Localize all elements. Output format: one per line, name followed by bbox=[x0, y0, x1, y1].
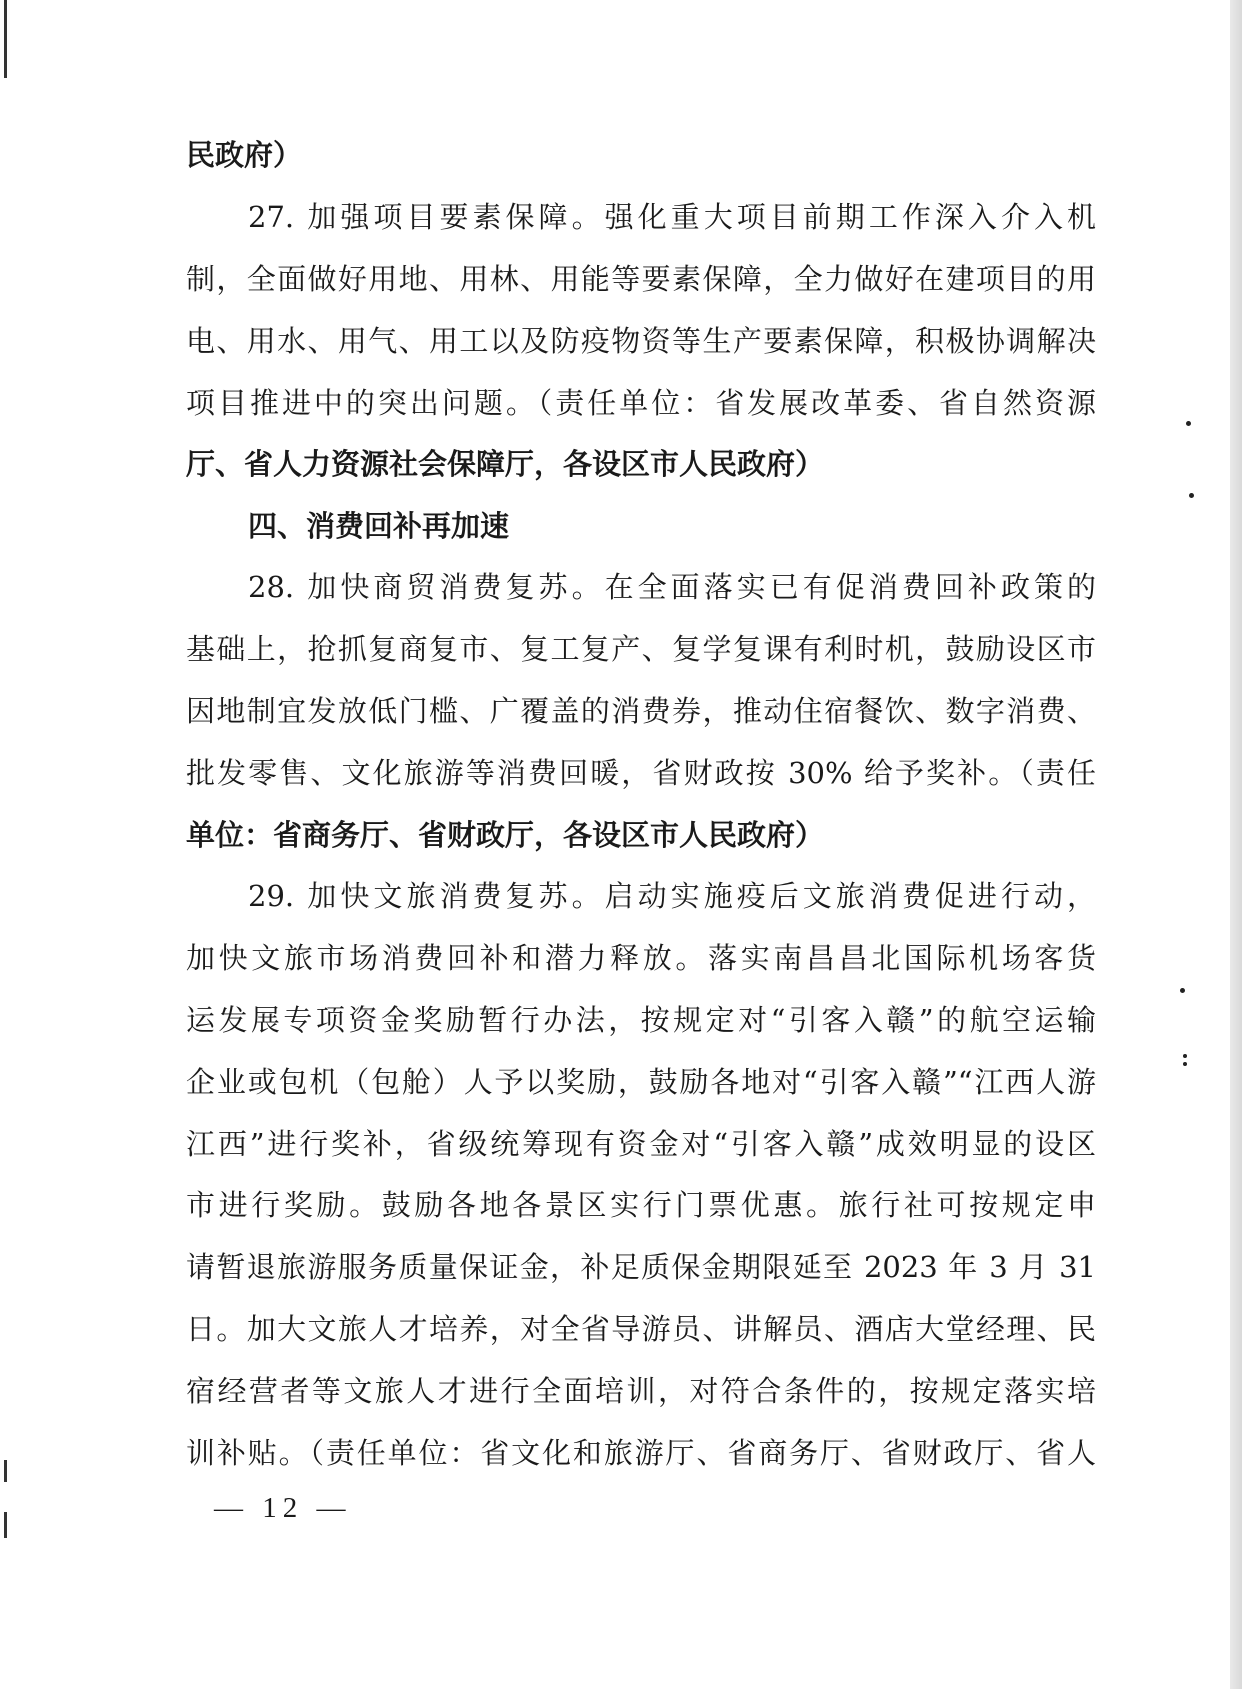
text-line: 因地制宜发放低门槛、广覆盖的消费券，推动住宿餐饮、数字消费、 bbox=[186, 694, 1096, 728]
text-line: 运发展专项资金奖励暂行办法，按规定对“引客入赣”的航空运输 bbox=[186, 1003, 1096, 1037]
text-line: 日。加大文旅人才培养，对全省导游员、讲解员、酒店大堂经理、民 bbox=[186, 1312, 1096, 1346]
scan-edge-mark bbox=[4, 1460, 7, 1482]
text-line: 厅、省人力资源社会保障厅，各设区市人民政府） bbox=[186, 447, 825, 481]
text-line: 企业或包机（包舱）人予以奖励，鼓励各地对“引客入赣”“江西人游 bbox=[186, 1065, 1096, 1099]
text-line: 请暂退旅游服务质量保证金，补足质保金期限延至 2023 年 3 月 31 bbox=[186, 1250, 1096, 1284]
text-line: 训补贴。（责任单位：省文化和旅游厅、省商务厅、省财政厅、省人 bbox=[186, 1436, 1096, 1470]
text-line: 市进行奖励。鼓励各地各景区实行门票优惠。旅行社可按规定申 bbox=[186, 1188, 1096, 1222]
scan-speck bbox=[1183, 1054, 1187, 1058]
text-line: 单位：省商务厅、省财政厅，各设区市人民政府） bbox=[186, 818, 825, 852]
text-line: 制，全面做好用地、用林、用能等要素保障，全力做好在建项目的用 bbox=[186, 262, 1096, 296]
scan-speck bbox=[1186, 421, 1191, 426]
scan-edge-mark bbox=[4, 0, 7, 78]
text-line: 批发零售、文化旅游等消费回暖，省财政按 30% 给予奖补。（责任 bbox=[186, 756, 1096, 790]
scan-speck bbox=[1180, 988, 1185, 993]
page-number: — 12 — bbox=[214, 1492, 352, 1524]
text-line: 民政府） bbox=[186, 138, 303, 172]
text-line: 27. 加强项目要素保障。强化重大项目前期工作深入介入机 bbox=[248, 200, 1096, 234]
scan-edge-mark bbox=[4, 1512, 7, 1538]
text-line: 基础上，抢抓复商复市、复工复产、复学复课有利时机，鼓励设区市 bbox=[186, 632, 1096, 666]
scan-speck bbox=[1183, 1062, 1187, 1066]
scan-speck bbox=[1189, 493, 1194, 498]
text-line: 电、用水、用气、用工以及防疫物资等生产要素保障，积极协调解决 bbox=[186, 324, 1096, 358]
text-line: 加快文旅市场消费回补和潜力释放。落实南昌昌北国际机场客货 bbox=[186, 941, 1096, 975]
section-heading: 四、消费回补再加速 bbox=[248, 509, 510, 543]
text-line: 29. 加快文旅消费复苏。启动实施疫后文旅消费促进行动， bbox=[248, 879, 1096, 913]
text-line: 28. 加快商贸消费复苏。在全面落实已有促消费回补政策的 bbox=[248, 570, 1096, 604]
scan-right-edge bbox=[1230, 0, 1242, 1689]
text-line: 宿经营者等文旅人才进行全面培训，对符合条件的，按规定落实培 bbox=[186, 1374, 1096, 1408]
text-line: 江西”进行奖补，省级统筹现有资金对“引客入赣”成效明显的设区 bbox=[186, 1127, 1096, 1161]
text-line: 项目推进中的突出问题。（责任单位：省发展改革委、省自然资源 bbox=[186, 386, 1096, 420]
